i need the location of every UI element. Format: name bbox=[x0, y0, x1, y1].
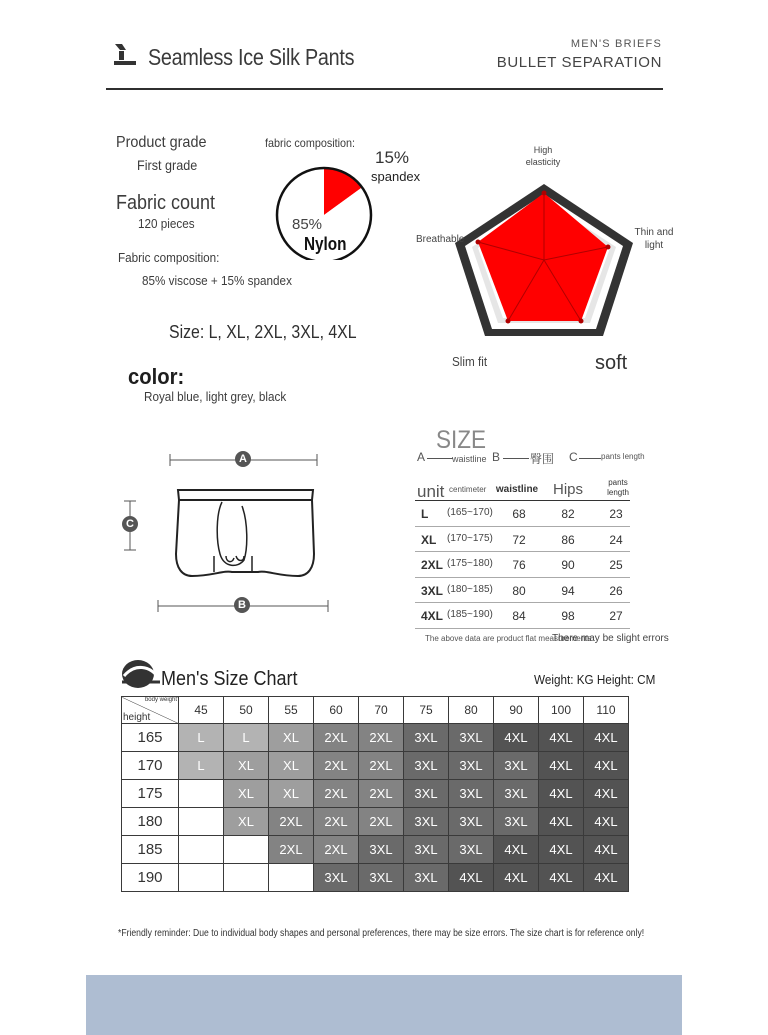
marker-a: A bbox=[235, 451, 251, 467]
corner-cell bbox=[122, 697, 179, 724]
size-table-row bbox=[415, 501, 630, 527]
fabric-count-label: Fabric count bbox=[116, 192, 216, 214]
size-cell: 4XL bbox=[539, 836, 584, 864]
size-cell: XL bbox=[224, 780, 269, 808]
size-cell: 3XL bbox=[494, 752, 539, 780]
size-cell: 2XL bbox=[314, 724, 359, 752]
size-cell: 3XL bbox=[359, 864, 404, 892]
weight-header-cell: 55 bbox=[269, 697, 314, 724]
chart-row bbox=[122, 780, 629, 808]
size-cell: 4XL bbox=[539, 808, 584, 836]
size-cell: L bbox=[224, 724, 269, 752]
size-cell: 4XL bbox=[539, 752, 584, 780]
size-cell: XL bbox=[269, 724, 314, 752]
table-unit-label: unit bbox=[417, 482, 445, 501]
size-note-left: The above data are product flat measurements bbox=[425, 634, 592, 643]
size-cell: 3XL bbox=[494, 780, 539, 808]
hips-cell: 90 bbox=[561, 558, 575, 572]
length-cell: 27 bbox=[609, 609, 623, 623]
header-subtitle-top: MEN'S BRIEFS bbox=[570, 38, 662, 50]
range-cell: (175~180) bbox=[447, 558, 493, 569]
weight-header-cell: 75 bbox=[404, 697, 449, 724]
grade-value: First grade bbox=[137, 157, 198, 173]
chart-row bbox=[122, 752, 629, 780]
radar-label-elasticity: High elasticity bbox=[525, 145, 561, 167]
cap-logo-icon bbox=[120, 654, 162, 690]
chart-row bbox=[122, 808, 629, 836]
height-cell: 175 bbox=[122, 780, 179, 808]
marker-b: B bbox=[234, 597, 250, 613]
size-cell: 2XL bbox=[359, 724, 404, 752]
composition-value: 85% viscose + 15% spandex bbox=[142, 273, 292, 288]
composition-label: Fabric composition: bbox=[118, 250, 220, 265]
waist-cell: 80 bbox=[512, 583, 526, 598]
size-cell: 2XL bbox=[359, 780, 404, 808]
legend-c-line bbox=[579, 458, 601, 459]
size-cell: 3XL bbox=[449, 752, 494, 780]
height-cell: 185 bbox=[122, 836, 179, 864]
pie-nylon-percent: 85% bbox=[292, 216, 323, 233]
pie-title: fabric composition: bbox=[265, 136, 356, 150]
size-cell bbox=[269, 864, 314, 892]
size-cell: 3XL bbox=[421, 583, 444, 598]
pie-spandex-percent: 15% bbox=[375, 148, 410, 167]
height-cell: 165 bbox=[122, 724, 179, 752]
height-cell: 170 bbox=[122, 752, 179, 780]
legend-b-text: 臀围 bbox=[530, 452, 555, 466]
corner-weight-label: body weight bbox=[144, 697, 177, 703]
size-cell bbox=[179, 808, 224, 836]
size-cell: 3XL bbox=[359, 836, 404, 864]
size-cell: 4XL bbox=[584, 752, 629, 780]
corner-height-label: height bbox=[123, 712, 151, 723]
weight-header-cell: 45 bbox=[179, 697, 224, 724]
height-cell: 190 bbox=[122, 864, 179, 892]
size-cell bbox=[179, 864, 224, 892]
size-cell: 3XL bbox=[404, 780, 449, 808]
hips-cell: 86 bbox=[561, 532, 575, 547]
chart-row bbox=[122, 724, 629, 752]
length-cell: 24 bbox=[609, 532, 623, 547]
size-cell: XL bbox=[421, 532, 437, 547]
size-cell: 4XL bbox=[539, 724, 584, 752]
size-cell: 3XL bbox=[449, 780, 494, 808]
size-cell: 3XL bbox=[494, 808, 539, 836]
size-cell: 4XL bbox=[584, 808, 629, 836]
size-cell bbox=[224, 836, 269, 864]
size-cell bbox=[224, 864, 269, 892]
weight-header-cell: 50 bbox=[224, 697, 269, 724]
legend-a-text: waistline bbox=[452, 454, 487, 464]
size-cell: 3XL bbox=[404, 836, 449, 864]
height-cell: 180 bbox=[122, 808, 179, 836]
size-cell: 2XL bbox=[314, 836, 359, 864]
fabric-count-value: 120 pieces bbox=[138, 216, 195, 231]
size-cell: L bbox=[179, 752, 224, 780]
mens-chart-units: Weight: KG Height: CM bbox=[534, 672, 656, 687]
size-cell bbox=[179, 780, 224, 808]
radar-label-thin-light: Thin and light bbox=[634, 227, 674, 251]
legend-a-line bbox=[427, 458, 453, 459]
size-cell: 3XL bbox=[449, 836, 494, 864]
weight-header-cell: 110 bbox=[584, 697, 629, 724]
size-cell: 3XL bbox=[404, 752, 449, 780]
size-cell bbox=[179, 836, 224, 864]
weight-header-cell: 100 bbox=[539, 697, 584, 724]
size-table-row bbox=[415, 603, 630, 629]
waist-cell: 72 bbox=[512, 532, 526, 547]
size-cell: 3XL bbox=[449, 808, 494, 836]
size-cell: 2XL bbox=[269, 836, 314, 864]
pie-nylon-label: Nylon bbox=[304, 234, 347, 254]
legend-c-text: pants length bbox=[601, 452, 645, 461]
color-label: color: bbox=[128, 364, 185, 389]
brand-logo-icon bbox=[112, 42, 138, 68]
briefs-measurement-diagram bbox=[118, 444, 338, 619]
hips-cell: 82 bbox=[561, 507, 575, 521]
length-cell: 23 bbox=[609, 507, 623, 521]
size-cell: 3XL bbox=[404, 724, 449, 752]
range-cell: (185~190) bbox=[447, 609, 493, 620]
size-cell: 4XL bbox=[449, 864, 494, 892]
size-cell: 3XL bbox=[404, 864, 449, 892]
size-cell: 4XL bbox=[584, 724, 629, 752]
size-title: SIZE bbox=[436, 426, 487, 454]
size-cell: 2XL bbox=[359, 752, 404, 780]
size-table-row bbox=[415, 578, 630, 604]
chart-row bbox=[122, 864, 629, 892]
weight-header-cell: 90 bbox=[494, 697, 539, 724]
size-cell: 4XL bbox=[584, 780, 629, 808]
legend-b-line bbox=[503, 458, 529, 459]
size-cell: 4XL bbox=[494, 724, 539, 752]
radar-label-breathable: Breathable bbox=[416, 234, 465, 245]
col-header-hips: Hips bbox=[552, 481, 583, 498]
grade-label: Product grade bbox=[116, 134, 207, 151]
radar-label-slim-fit: Slim fit bbox=[452, 354, 488, 369]
size-cell: 2XL bbox=[314, 808, 359, 836]
weight-header-cell: 60 bbox=[314, 697, 359, 724]
hips-cell: 98 bbox=[561, 609, 575, 623]
footer-band bbox=[86, 975, 682, 1035]
weight-header-cell: 80 bbox=[449, 697, 494, 724]
size-cell: L bbox=[421, 507, 429, 521]
chart-row bbox=[122, 836, 629, 864]
weight-header-cell: 70 bbox=[359, 697, 404, 724]
friendly-reminder: *Friendly reminder: Due to individual body shapes and personal preferences, there may be size errors. The size chart is for reference only! bbox=[118, 928, 645, 939]
size-cell: XL bbox=[269, 752, 314, 780]
size-cell: 2XL bbox=[421, 558, 444, 572]
size-cell: 4XL bbox=[584, 836, 629, 864]
size-cell: 3XL bbox=[314, 864, 359, 892]
header-divider bbox=[106, 88, 663, 90]
length-cell: 25 bbox=[609, 558, 623, 572]
sizes-available: Size: L, XL, 2XL, 3XL, 4XL bbox=[169, 322, 357, 342]
table-unit-sub: centimeter bbox=[449, 485, 487, 494]
size-cell: 4XL bbox=[494, 864, 539, 892]
mens-size-grid bbox=[121, 696, 629, 892]
mens-chart-title: Men's Size Chart bbox=[161, 668, 298, 690]
size-cell: 4XL bbox=[494, 836, 539, 864]
size-cell: XL bbox=[224, 752, 269, 780]
size-table-row bbox=[415, 552, 630, 578]
size-cell: 2XL bbox=[359, 808, 404, 836]
hips-cell: 94 bbox=[561, 583, 575, 598]
size-cell: 2XL bbox=[314, 752, 359, 780]
size-cell: 4XL bbox=[421, 609, 444, 623]
length-cell: 26 bbox=[609, 583, 623, 598]
legend-b: B bbox=[492, 450, 501, 464]
size-cell: 3XL bbox=[449, 724, 494, 752]
range-cell: (170~175) bbox=[447, 532, 493, 544]
size-cell: 3XL bbox=[404, 808, 449, 836]
size-table-row bbox=[415, 527, 630, 553]
waist-cell: 68 bbox=[512, 507, 526, 521]
size-cell: L bbox=[179, 724, 224, 752]
range-cell: (165~170) bbox=[447, 507, 493, 518]
header-subtitle-bottom: BULLET SEPARATION bbox=[496, 54, 662, 71]
size-note-right: There may be slight errors bbox=[552, 633, 669, 644]
col-header-pants: pants length bbox=[607, 478, 629, 497]
color-value: Royal blue, light grey, black bbox=[144, 389, 287, 404]
size-cell: XL bbox=[224, 808, 269, 836]
range-cell: (180~185) bbox=[447, 583, 493, 595]
size-cell: 4XL bbox=[539, 864, 584, 892]
features-radar-chart bbox=[450, 180, 640, 340]
radar-label-soft: soft bbox=[595, 352, 628, 374]
size-legend bbox=[417, 450, 647, 470]
size-cell: XL bbox=[269, 780, 314, 808]
size-cell: 4XL bbox=[539, 780, 584, 808]
col-header-waist: waistline bbox=[495, 484, 539, 495]
page-title: Seamless Ice Silk Pants bbox=[148, 44, 355, 70]
legend-c: C bbox=[569, 450, 578, 464]
legend-a: A bbox=[417, 450, 426, 464]
pie-spandex-label: spandex bbox=[371, 169, 421, 184]
size-cell: 4XL bbox=[584, 864, 629, 892]
waist-cell: 76 bbox=[512, 558, 526, 572]
size-cell: 2XL bbox=[314, 780, 359, 808]
size-cell: 2XL bbox=[269, 808, 314, 836]
waist-cell: 84 bbox=[512, 609, 526, 623]
size-table-body bbox=[415, 501, 630, 629]
marker-c: C bbox=[122, 516, 138, 532]
